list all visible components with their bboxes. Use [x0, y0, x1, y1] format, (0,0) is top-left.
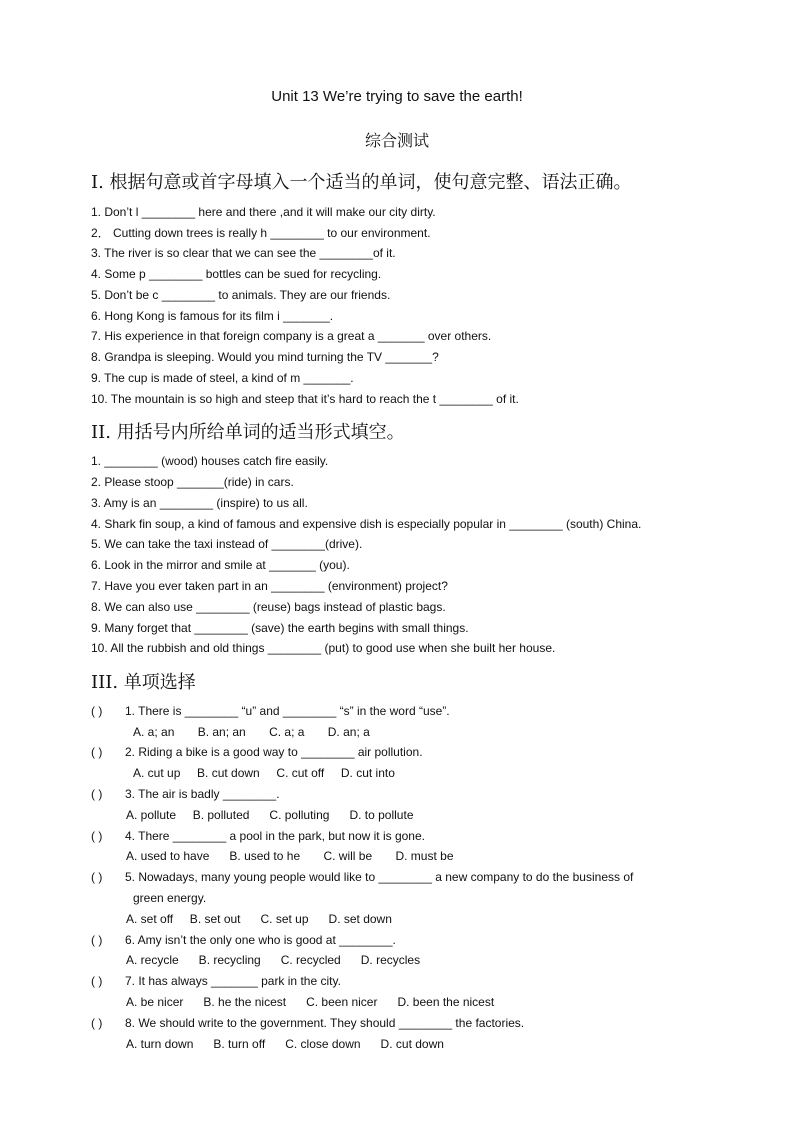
mc-question [91, 973, 341, 989]
mc-question-text: 8. We should write to the government. They should ________ the factories. [125, 1016, 525, 1030]
section-2-item: 7. Have you ever taken part in an ________ (environment) project? [91, 579, 448, 593]
mc-options: A. a; an B. an; an C. a; a D. an; a [133, 725, 370, 739]
section-2-item: 4. Shark fin soup, a kind of famous and expensive dish is especially popular in ________ (south) China. [91, 517, 642, 531]
mc-question-text: 7. It has always _______ park in the city. [125, 974, 341, 988]
mc-question [91, 828, 425, 844]
mc-question-text: 6. Amy isn’t the only one who is good at ________. [125, 933, 396, 947]
mc-question-text: 3. The air is badly ________. [125, 787, 280, 801]
section-1-item: 8. Grandpa is sleeping. Would you mind turning the TV _______? [91, 350, 439, 364]
mc-question-text: 1. There is ________ “u” and ________ “s” in the word “use”. [125, 704, 450, 718]
mc-question [91, 786, 280, 802]
section-1-item: 2． Cutting down trees is really h ________ to our environment. [91, 226, 431, 240]
section-1-item: 1. Don’t l ________ here and there ,and it will make our city dirty. [91, 205, 436, 219]
mc-question [91, 703, 450, 719]
mc-options: A. recycle B. recycling C. recycled D. recycles [126, 953, 421, 967]
mc-options: A. be nicer B. he the nicest C. been nicer D. been the nicest [126, 995, 495, 1009]
section-2-item: 10. All the rubbish and old things ________ (put) to good use when she built her house. [91, 641, 556, 655]
section-1-item: 6. Hong Kong is famous for its film i _______. [91, 309, 334, 323]
answer-blank[interactable]: ( ) [91, 933, 103, 947]
section-1-item: 3. The river is so clear that we can see the ________of it. [91, 246, 396, 260]
section-1-item: 4. Some p ________ bottles can be sued for recycling. [91, 267, 382, 281]
section-1-item: 7. His experience in that foreign company is a great a _______ over others. [91, 329, 492, 343]
section-2-item: 3. Amy is an ________ (inspire) to us all. [91, 496, 308, 510]
section-2-item: 9. Many forget that ________ (save) the earth begins with small things. [91, 621, 469, 635]
section-2-item: 2. Please stoop _______(ride) in cars. [91, 475, 294, 489]
mc-options: A. pollute B. polluted C. polluting D. to pollute [126, 808, 414, 822]
mc-question-text: 2. Riding a bike is a good way to ________ air pollution. [125, 745, 423, 759]
mc-question-text: 4. There ________ a pool in the park, but now it is gone. [125, 829, 425, 843]
page-title: Unit 13 We’re trying to save the earth! [271, 88, 523, 105]
section-1-item: 10. The mountain is so high and steep that it’s hard to reach the t ________ of it. [91, 392, 519, 406]
answer-blank[interactable]: ( ) [91, 704, 103, 718]
page-subtitle: 综合测试 [364, 131, 429, 150]
mc-question-continuation: green energy. [133, 891, 207, 905]
section-2-item: 1. ________ (wood) houses catch fire easily. [91, 454, 329, 468]
mc-question [91, 869, 633, 885]
section-1-item: 5. Don’t be c ________ to animals. They are our friends. [91, 288, 391, 302]
section-2-item: 5. We can take the taxi instead of ________(drive). [91, 537, 363, 551]
section-2-heading: II. 用括号内所给单词的适当形式填空。 [91, 422, 405, 443]
mc-question [91, 1015, 524, 1031]
answer-blank[interactable]: ( ) [91, 829, 103, 843]
answer-blank[interactable]: ( ) [91, 787, 103, 801]
answer-blank[interactable]: ( ) [91, 870, 103, 884]
answer-blank[interactable]: ( ) [91, 745, 103, 759]
mc-options: A. used to have B. used to he C. will be D. must be [126, 849, 454, 863]
mc-question [91, 744, 423, 760]
section-2-item: 6. Look in the mirror and smile at _______ (you). [91, 558, 350, 572]
section-1-heading: I. 根据句意或首字母填入一个适当的单词，使句意完整、语法正确。 [91, 172, 632, 193]
section-1-item: 9. The cup is made of steel, a kind of m _______. [91, 371, 354, 385]
answer-blank[interactable]: ( ) [91, 974, 103, 988]
mc-options: A. cut up B. cut down C. cut off D. cut into [133, 766, 395, 780]
section-3-heading: III. 单项选择 [91, 672, 196, 693]
answer-blank[interactable]: ( ) [91, 1016, 103, 1030]
mc-question-text: 5. Nowadays, many young people would like to ________ a new company to do the business of [125, 870, 634, 884]
mc-options: A. turn down B. turn off C. close down D. cut down [126, 1037, 444, 1051]
mc-question [91, 932, 396, 948]
mc-options: A. set off B. set out C. set up D. set down [126, 912, 392, 926]
section-2-item: 8. We can also use ________ (reuse) bags instead of plastic bags. [91, 600, 446, 614]
